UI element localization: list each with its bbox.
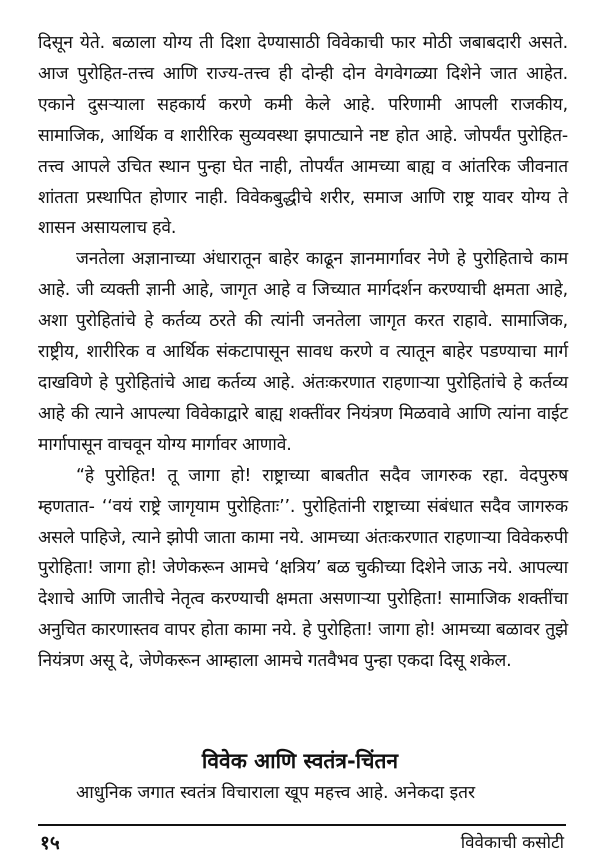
running-title: विवेकाची कसोटी	[460, 833, 564, 853]
paragraph-2: जनतेला अज्ञानाच्या अंधारातून बाहेर काढून ज्ञानमार्गावर नेणे हे पुरोहिताचे काम आहे. जी व्यक्ती ज्ञानी आहे, जागृत आहे व जिच्यात मार्गदर्शन करण्याची क्षमता आहे, अशा पुरोहितांचे हे कर्तव्य ठरते की त्यांनी जनतेला जागृत करत राहावे. सामाजिक, राष्ट्रीय, शारीरिक व आर्थिक संकटापासून सावध करणे व त्यातून बाहेर पडण्याचा मार्ग दाखविणे हे पुरोहितांचे आद्य कर्तव्य आहे. अंतःकरणात राहणाऱ्या पुरोहितांचे हे कर्तव्य आहे की त्याने आपल्या विवेकाद्वारे बाह्य शक्तींवर नियंत्रण मिळवावे आणि त्यांना वाईट मार्गापासून वाचवून योग्य मार्गावर आणावे.	[38, 249, 568, 455]
paragraph-3: “हे पुरोहित! तू जागा हो! राष्ट्राच्या बाबतीत सदैव जागरुक रहा. वेदपुरुष म्हणतात- ‘‘वयं राष्ट्रे जागृयाम पुरोहिताः’’. पुरोहितांनी राष्ट्राच्या संबंधात सदैव जागरुक असले पाहिजे, त्याने झोपी जाता कामा नये. आमच्या अंतःकरणात राहणाऱ्या विवेकरुपी पुरोहिता! जागा हो! जेणेकरून आमचे ‘क्षत्रिय’ बळ चुकीच्या दिशेने जाऊ नये. आपल्या देशाचे आणि जातीचे नेतृत्व करण्याची क्षमता असणाऱ्या पुरोहिता! सामाजिक शक्तींचा अनुचित कारणास्तव वापर होता कामा नये. हे पुरोहिता! जागा हो! आमच्या बळावर तुझे नियंत्रण असू दे, जेणेकरून आम्हाला आमचे गतवैभव पुन्हा एकदा दिसू शकेल.	[38, 465, 568, 672]
footer-divider	[38, 824, 566, 826]
section-opening-line: आधुनिक जगात स्वतंत्र विचाराला खूप महत्त्व आहे. अनेकदा इतर	[76, 783, 476, 803]
body-text	[38, 28, 568, 677]
page-number: १५	[40, 832, 60, 854]
section-heading: विवेक आणि स्वतंत्र-चिंतन	[201, 749, 399, 773]
paragraph-1: दिसून येते. बळाला योग्य ती दिशा देण्यासाठी विवेकाची फार मोठी जबाबदारी असते. आज पुरोहित-तत्त्व आणि राज्य-तत्त्व ही दोन्ही दोन वेगवेगळ्या दिशेने जात आहेत. एकाने दुसऱ्याला सहकार्य करणे कमी केले आहे. परिणामी आपली राजकीय, सामाजिक, आर्थिक व शारीरिक सुव्यवस्था झपाट्याने नष्ट होत आहे. जोपर्यंत पुरोहित-तत्त्व आपले उचित स्थान पुन्हा घेत नाही, तोपर्यंत आमच्या बाह्य व आंतरिक जीवनात शांतता प्रस्थापित होणार नाही. विवेकबुद्धीचे शरीर, समाज आणि राष्ट्र यावर योग्य ते शासन असायलाच हवे.	[38, 33, 568, 239]
